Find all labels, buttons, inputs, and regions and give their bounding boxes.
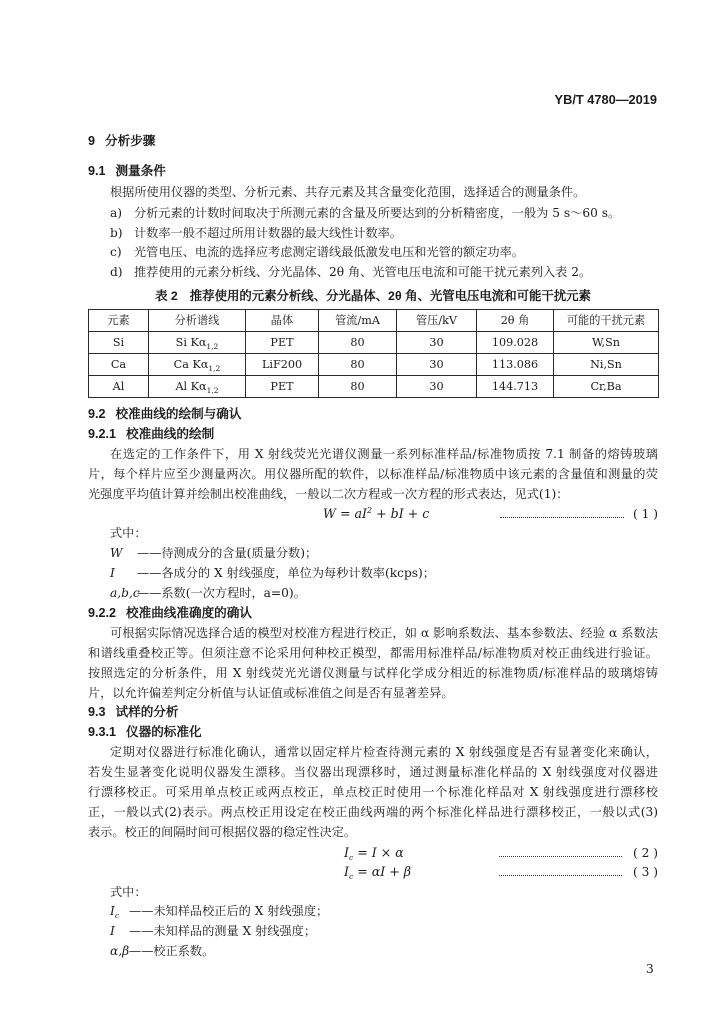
formula-base: I (344, 864, 349, 879)
cell-analysis-line (149, 376, 246, 398)
paragraph-line: 正，一般以式(2)表示。两点校正用设定在校正曲线两端的两个标准化样品进行漂移校正，一般以式(3) (88, 805, 658, 819)
equation-number: ( 3 ) (632, 865, 658, 879)
where-symbol (110, 903, 129, 919)
list-item (110, 225, 402, 241)
cell-interference: Ni,Sn (554, 354, 659, 376)
where-item (110, 565, 435, 581)
list-marker: d) (110, 265, 123, 279)
section-number: 9.1 (88, 164, 106, 178)
formula-2 (344, 845, 404, 861)
list-item (110, 205, 620, 221)
section-9-2-heading (88, 406, 241, 422)
where-item (110, 585, 306, 601)
section-9-3-1-heading (88, 724, 202, 740)
section-title: 分析步骤 (105, 134, 156, 148)
list-marker: a) (110, 206, 123, 220)
list-item-text: 分析元素的计数时间取决于所测元素的含量及所要达到的分析精密度，一般为 5 s～60 s。 (134, 206, 621, 220)
where-label: 式中： (110, 885, 147, 899)
where-label: 式中： (110, 526, 147, 540)
cell-tube-voltage: 30 (397, 354, 477, 376)
where-item (110, 943, 214, 959)
table-caption (88, 288, 658, 304)
where-item (110, 545, 317, 561)
table-row (89, 332, 659, 354)
header-interference: 可能的干扰元素 (554, 310, 659, 332)
where-description: ——未知样品校正后的 X 射线强度； (129, 904, 329, 918)
section-number: 9.3 (88, 705, 106, 719)
paragraph-line: 行漂移校正。可采用单点校正或两点校正，单点校正时使用一个标准化样品对 X 射线强度进行漂移校 (88, 785, 658, 799)
paragraph-line: 和谱线重叠校正等。但须注意不论采用何种校正模型，都需用标准样品/标准物质对校正曲线进行验证。 (88, 646, 658, 660)
paragraph-line: 片，每个样片应至少测量两次。用仪器所配的软件，以标准样品/标准物质中该元素的含量值和测量的荧 (88, 467, 658, 481)
section-title: 测量条件 (115, 164, 166, 178)
equation-number: ( 2 ) (632, 846, 658, 860)
cell-two-theta: 109.028 (477, 332, 554, 354)
cell-crystal: PET (246, 376, 319, 398)
cell-tube-voltage: 30 (397, 376, 477, 398)
formula-rhs: = αI + β (353, 864, 412, 879)
section-title: 校准曲线的绘制 (126, 427, 215, 441)
list-marker: c) (110, 245, 122, 259)
header-analysis-line: 分析谱线 (149, 310, 246, 332)
paragraph-line: 光强度平均值计算并绘制出校准曲线，一般以二次方程或一次方程的形式表达，见式(1)： (88, 487, 569, 501)
line-subscript: 1,2 (208, 363, 221, 373)
section-title: 校准曲线的绘制与确认 (115, 407, 242, 421)
line-text: Ca Kα (173, 357, 209, 371)
where-symbol: α,β (110, 944, 130, 958)
cell-tube-current: 80 (319, 354, 397, 376)
paragraph-line: 若发生显著变化说明仪器发生漂移。当仪器出现漂移时，通过测量标准化样品的 X 射线强度对仪器进 (88, 765, 658, 779)
section-9-3-heading (88, 704, 178, 720)
cell-tube-current: 80 (319, 332, 397, 354)
paragraph-line: 按照选定的分析条件，用 X 射线荧光光谱仪测量与试样化学成分相近的标准物质/标准样品的玻璃熔铸 (88, 666, 658, 680)
formula-rhs: = I × α (353, 845, 404, 860)
where-symbol: I (110, 566, 115, 580)
formula-base: I (344, 845, 349, 860)
equation-leader (499, 875, 622, 876)
formula-subscript: c (348, 872, 354, 881)
formula-rhs: + bI + c (372, 506, 430, 521)
where-description: ——系数(一次方程时，a=0)。 (137, 586, 306, 600)
formula-lhs: W = aI (323, 506, 367, 521)
where-item (110, 923, 316, 939)
header-two-theta: 2θ 角 (477, 310, 554, 332)
list-item-text: 计数率一般不超过所用计数器的最大线性计数率。 (134, 226, 403, 240)
section-9-1-intro: 根据所使用仪器的类型、分析元素、共存元素及其含量变化范围，选择适合的测量条件。 (110, 185, 586, 199)
cell-two-theta: 113.086 (477, 354, 554, 376)
list-item-text: 推荐使用的元素分析线、分光晶体、2θ 角、光管电压电流和可能干扰元素列入表 2。 (134, 265, 592, 279)
where-item (110, 903, 328, 919)
where-description: ——校正系数。 (129, 944, 215, 958)
section-9-heading (88, 133, 155, 149)
cell-two-theta: 144.713 (477, 376, 554, 398)
cell-analysis-line (149, 332, 246, 354)
header-tube-voltage: 管压/kV (397, 310, 477, 332)
paragraph-line: 可根据实际情况选择合适的模型对校准方程进行校正，如 α 影响系数法、基本参数法、经验 α 系数法 (110, 626, 658, 640)
header-tube-current: 管流/mA (319, 310, 397, 332)
formula-1 (323, 506, 429, 522)
cell-tube-current: 80 (319, 376, 397, 398)
section-title: 仪器的标准化 (126, 725, 202, 739)
section-number: 9.2 (88, 407, 106, 421)
section-number: 9 (88, 134, 96, 148)
section-number: 9.2.2 (88, 606, 117, 620)
list-marker: b) (110, 226, 123, 240)
formula-subscript: c (348, 853, 354, 862)
section-9-1-heading (88, 163, 166, 179)
section-number: 9.2.1 (88, 427, 117, 441)
paragraph-line: 表示。校正的间隔时间可根据仪器的稳定性决定。 (88, 825, 357, 839)
equation-number: ( 1 ) (632, 507, 658, 521)
section-9-2-1-heading (88, 426, 214, 442)
paragraph-line: 定期对仪器进行标准化确认，通常以固定样片检查待测元素的 X 射线强度是否有显著变化来确认， (110, 745, 658, 759)
cell-element: Ca (89, 354, 149, 376)
cell-element: Si (89, 332, 149, 354)
equation-leader (500, 517, 624, 518)
list-item (110, 264, 591, 280)
line-text: Al Kα (175, 379, 207, 393)
equation-leader (499, 856, 622, 857)
header-crystal: 晶体 (246, 310, 319, 332)
table-label: 表 2 (155, 289, 178, 303)
where-description: ——待测成分的含量(质量分数)； (137, 546, 318, 560)
header-element: 元素 (89, 310, 149, 332)
where-description: ——未知样品的测量 X 射线强度； (129, 924, 317, 938)
paragraph-line: 片，以允许偏差判定分析值与认证值或标准值之间是否有显著差异。 (88, 686, 454, 700)
where-symbol: a,b,c (110, 586, 140, 600)
where-description: ——各成分的 X 射线强度，单位为每秒计数率(kcps)； (137, 566, 435, 580)
cell-crystal: PET (246, 332, 319, 354)
line-text: Si Kα (175, 335, 207, 349)
cell-analysis-line (149, 354, 246, 376)
formula-3 (344, 864, 411, 880)
line-subscript: 1,2 (206, 341, 219, 351)
section-9-2-2-heading (88, 605, 252, 621)
page-number: 3 (646, 962, 654, 976)
formula-superscript: 2 (367, 506, 373, 515)
symbol-subscript: c (114, 911, 120, 920)
cell-tube-voltage: 30 (397, 332, 477, 354)
section-title: 试样的分析 (115, 705, 179, 719)
section-title: 校准曲线准确度的确认 (126, 606, 252, 620)
where-symbol: I (110, 924, 115, 938)
cell-interference: W,Sn (554, 332, 659, 354)
list-item-text: 光管电压、电流的选择应考虑测定谱线最低激发电压和光管的额定功率。 (134, 245, 524, 259)
cell-crystal: LiF200 (246, 354, 319, 376)
symbol-base: I (110, 904, 115, 918)
table-row (89, 376, 659, 398)
standard-code: YB/T 4780—2019 (554, 92, 657, 107)
paragraph-line: 在选定的工作条件下，用 X 射线荧光光谱仪测量一系列标准样品/标准物质按 7.1 制备的熔铸玻璃 (110, 447, 658, 461)
section-number: 9.3.1 (88, 725, 117, 739)
table-row (89, 354, 659, 376)
line-subscript: 1,2 (206, 385, 219, 395)
cell-element: Al (89, 376, 149, 398)
table-2 (88, 309, 659, 398)
table-caption-text: 推荐使用的元素分析线、分光晶体、2θ 角、光管电压电流和可能干扰元素 (189, 289, 591, 303)
list-item (110, 244, 524, 260)
cell-interference: Cr,Ba (554, 376, 659, 398)
where-symbol: W (110, 546, 123, 560)
table-header-row (89, 310, 659, 332)
